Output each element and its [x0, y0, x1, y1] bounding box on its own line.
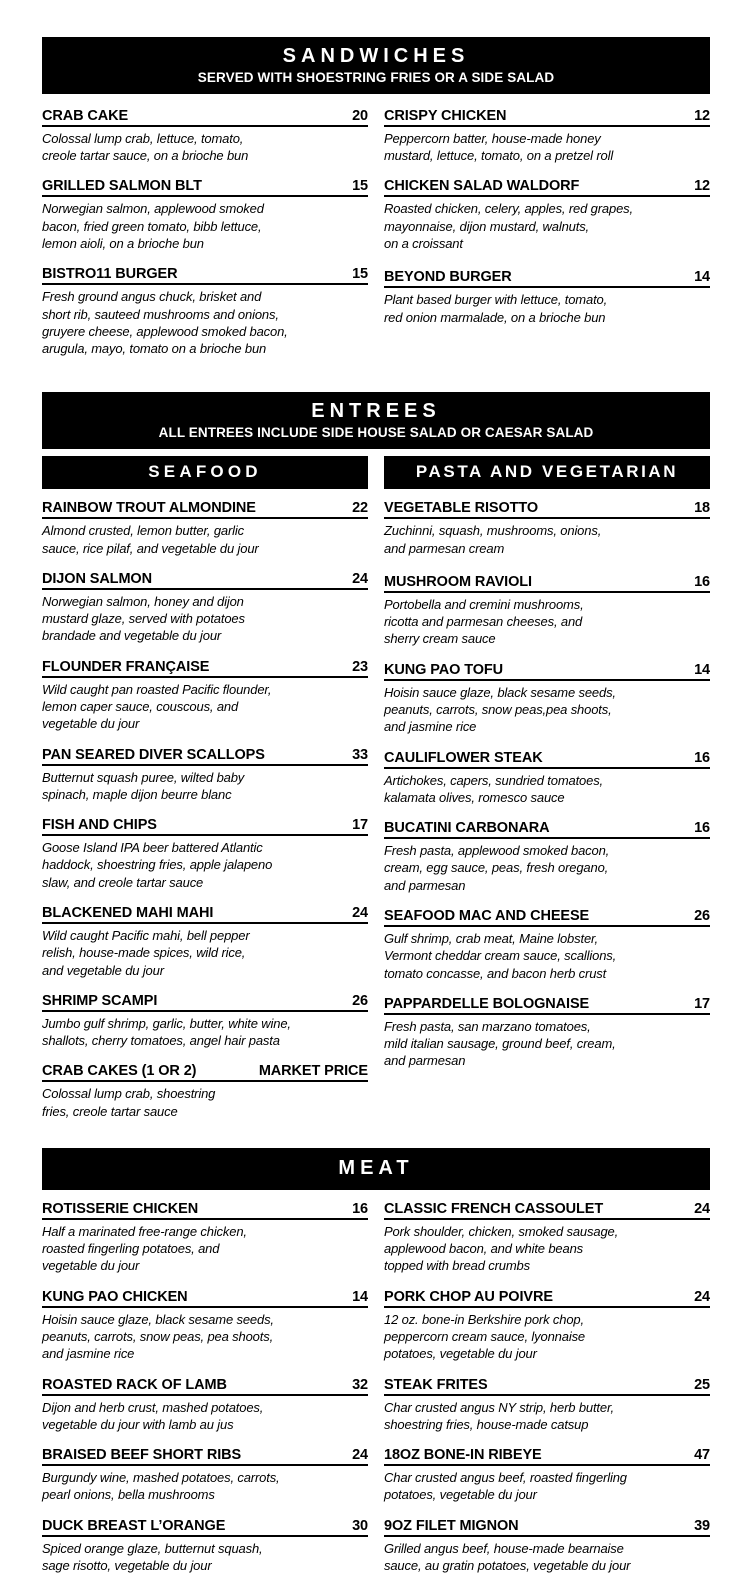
- section-banner-meat: [42, 1148, 710, 1190]
- menu-item-head: [384, 574, 710, 593]
- desc-line: Jumbo gulf shrimp, garlic, butter, white wine,: [42, 1015, 291, 1031]
- menu-item-description: [42, 1223, 368, 1275]
- menu-item-description: [42, 522, 368, 557]
- desc-line: Artichokes, capers, sundried tomatoes,: [384, 772, 604, 788]
- menu-item-head: [384, 1201, 710, 1220]
- desc-line: Norwegian salmon, honey and dijon: [42, 593, 244, 609]
- menu-item-price: 14: [352, 1288, 368, 1305]
- desc-line: Char crusted angus NY strip, herb butter,: [384, 1399, 614, 1415]
- menu-item-description: [384, 596, 710, 648]
- spacer: [42, 357, 710, 392]
- desc-line: and parmesan: [384, 877, 466, 893]
- menu-item[interactable]: [42, 1377, 368, 1434]
- section-title-meat: MEAT: [338, 1156, 414, 1179]
- meat-columns: [42, 1201, 710, 1574]
- entrees-columns: [42, 500, 710, 1120]
- desc-line: slaw, and creole tartar sauce: [42, 874, 204, 890]
- desc-line: Almond crusted, lemon butter, garlic: [42, 523, 244, 539]
- menu-item-name: CHICKEN SALAD WALDORF: [384, 178, 580, 195]
- menu-item-price: 15: [352, 178, 368, 195]
- desc-line: Hoisin sauce glaze, black sesame seeds,: [384, 684, 616, 700]
- desc-line: ricotta and parmesan cheeses, and: [384, 614, 583, 630]
- desc-line: Fresh ground angus chuck, brisket and: [42, 289, 262, 305]
- sandwiches-columns: [42, 108, 710, 358]
- desc-line: and vegetable du jour: [42, 962, 164, 978]
- menu-item-description: [42, 200, 368, 252]
- menu-item-name: PAPPARDELLE BOLOGNAISE: [384, 995, 590, 1012]
- desc-line: arugula, mayo, tomato on a brioche bun: [42, 341, 267, 357]
- menu-item-price: 16: [694, 749, 710, 766]
- subgroup-banner-seafood: SEAFOOD: [42, 456, 368, 489]
- desc-line: and parmesan: [384, 1053, 466, 1069]
- menu-item-price: 26: [694, 907, 710, 924]
- desc-line: Roasted chicken, celery, apples, red grapes,: [384, 201, 633, 217]
- menu-item-name: CAULIFLOWER STEAK: [384, 749, 543, 766]
- desc-line: relish, house-made spices, wild rice,: [42, 945, 246, 961]
- menu-item-head: [384, 108, 710, 127]
- menu-item-name: RAINBOW TROUT ALMONDINE: [42, 500, 256, 517]
- menu-item-price: 23: [352, 658, 368, 675]
- menu-item[interactable]: [384, 1289, 710, 1363]
- desc-line: on a croissant: [384, 236, 463, 251]
- menu-item-description: [42, 1469, 368, 1504]
- desc-line: Colossal lump crab, shoestring: [42, 1086, 216, 1102]
- desc-line: Zuchinni, squash, mushrooms, onions,: [384, 523, 602, 539]
- menu-item[interactable]: [42, 266, 368, 357]
- desc-line: Dijon and herb crust, mashed potatoes,: [42, 1399, 264, 1415]
- menu-item[interactable]: [384, 908, 710, 982]
- section-subtitle-sandwiches: SERVED WITH SHOESTRING FRIES OR A SIDE SALAD: [197, 70, 555, 85]
- menu-item-head: [42, 1377, 368, 1396]
- desc-line: creole tartar sauce, on a brioche bun: [42, 148, 249, 164]
- menu-item-price: 15: [352, 266, 368, 283]
- menu-item-name: ROASTED RACK OF LAMB: [42, 1376, 227, 1393]
- menu-item-name: DUCK BREAST L’ORANGE: [42, 1517, 226, 1534]
- seafood-column: [42, 500, 368, 1120]
- menu-item-description: [42, 681, 368, 733]
- desc-line: peppercorn cream sauce, lyonnaise: [384, 1329, 585, 1345]
- menu-item-head: [42, 1447, 368, 1466]
- menu-item[interactable]: [42, 993, 368, 1050]
- section-title-sandwiches: SANDWICHES: [282, 45, 470, 67]
- menu-item-name: BLACKENED MAHI MAHI: [42, 904, 214, 921]
- sandwiches-column-right: [384, 108, 710, 358]
- menu-item[interactable]: [384, 178, 710, 252]
- menu-item-head: [42, 1201, 368, 1220]
- menu-item-head: [384, 908, 710, 927]
- menu-item-price: 17: [694, 995, 710, 1012]
- menu-item-price: 24: [694, 1200, 710, 1217]
- menu-item-name: DIJON SALMON: [42, 570, 152, 587]
- desc-line: topped with bread crumbs: [384, 1258, 530, 1274]
- menu-item-price: 18: [694, 500, 710, 517]
- menu-item-name: SHRIMP SCAMPI: [42, 992, 158, 1009]
- menu-item-name: BRAISED BEEF SHORT RIBS: [42, 1447, 242, 1464]
- desc-line: Norwegian salmon, applewood smoked: [42, 201, 264, 217]
- menu-item-head: [384, 820, 710, 839]
- sandwiches-column-left: [42, 108, 368, 358]
- desc-line: sauce, rice pilaf, and vegetable du jour: [42, 540, 259, 556]
- menu-item-head: [42, 817, 368, 836]
- pasta-vegetarian-column: [384, 500, 710, 1120]
- menu-item-price: 32: [352, 1376, 368, 1393]
- desc-line: potatoes, vegetable du jour: [384, 1487, 537, 1503]
- menu-item-name: FLOUNDER FRANÇAISE: [42, 658, 210, 675]
- menu-item[interactable]: [384, 108, 710, 165]
- menu-item-price: 30: [352, 1517, 368, 1534]
- desc-line: shallots, cherry tomatoes, angel hair pasta: [42, 1033, 280, 1049]
- menu-item-name: CRAB CAKES (1 OR 2): [42, 1063, 197, 1080]
- menu-item-price: 22: [352, 500, 368, 517]
- menu-item-name: KUNG PAO TOFU: [384, 661, 503, 678]
- menu-item-name: PORK CHOP AU POIVRE: [384, 1288, 553, 1305]
- menu-item[interactable]: [42, 571, 368, 645]
- menu-item-head: [384, 1377, 710, 1396]
- menu-item-price: 20: [352, 107, 368, 124]
- desc-line: mayonnaise, dijon mustard, walnuts,: [384, 218, 590, 234]
- menu-item-price: 39: [694, 1517, 710, 1534]
- menu-item-price: 25: [694, 1376, 710, 1393]
- menu-item-price: 24: [352, 1447, 368, 1464]
- menu-item[interactable]: [384, 1447, 710, 1504]
- desc-line: Colossal lump crab, lettuce, tomato,: [42, 130, 244, 146]
- menu-item-head: [384, 178, 710, 197]
- menu-item-head: [42, 500, 368, 519]
- desc-line: vegetable du jour: [42, 1258, 140, 1274]
- menu-item-name: STEAK FRITES: [384, 1376, 488, 1393]
- menu-item-name: PAN SEARED DIVER SCALLOPS: [42, 746, 265, 763]
- menu-content: [42, 0, 710, 1574]
- menu-item-name: ROTISSERIE CHICKEN: [42, 1200, 199, 1217]
- menu-item-name: BUCATINI CARBONARA: [384, 820, 550, 837]
- menu-item[interactable]: [384, 500, 710, 557]
- menu-item-name: VEGETABLE RISOTTO: [384, 500, 539, 517]
- spacer: [42, 489, 710, 500]
- desc-line: lemon aioli, on a brioche bun: [42, 236, 204, 251]
- menu-item-description: [384, 1540, 710, 1574]
- desc-line: haddock, shoestring fries, apple jalapeno: [42, 857, 273, 873]
- menu-item-description: [384, 291, 710, 326]
- menu-item[interactable]: [42, 817, 368, 891]
- menu-item-name: 18OZ BONE-IN RIBEYE: [384, 1447, 542, 1464]
- desc-line: bacon, fried green tomato, bibb lettuce,: [42, 218, 262, 234]
- desc-line: Fresh pasta, applewood smoked bacon,: [384, 843, 610, 859]
- menu-item-price: 24: [694, 1288, 710, 1305]
- menu-item-description: [42, 130, 368, 165]
- spacer: [42, 94, 710, 108]
- desc-line: Spiced orange glaze, butternut squash,: [42, 1540, 263, 1556]
- menu-item-price: 16: [352, 1200, 368, 1217]
- menu-item-head: [384, 500, 710, 519]
- menu-item-name: FISH AND CHIPS: [42, 817, 157, 834]
- desc-line: sherry cream sauce: [384, 631, 496, 647]
- menu-item-name: CRISPY CHICKEN: [384, 107, 507, 124]
- desc-line: and parmesan cream: [384, 540, 505, 556]
- entrees-subgroup-banners: [42, 456, 710, 489]
- menu-item-price: 26: [352, 992, 368, 1009]
- menu-item[interactable]: [384, 1518, 710, 1574]
- desc-line: peanuts, carrots, snow peas, pea shoots,: [42, 1329, 274, 1345]
- desc-line: Wild caught Pacific mahi, bell pepper: [42, 927, 250, 943]
- menu-item-head: [42, 266, 368, 285]
- menu-item-description: [384, 1399, 710, 1434]
- menu-item[interactable]: [42, 1063, 368, 1120]
- menu-item-description: [384, 1311, 710, 1363]
- desc-line: Pork shoulder, chicken, smoked sausage,: [384, 1223, 619, 1239]
- desc-line: mild italian sausage, ground beef, cream,: [384, 1036, 616, 1052]
- subgroup-banner-pasta-vegetarian: PASTA AND VEGETARIAN: [384, 456, 710, 489]
- desc-line: mustard, lettuce, tomato, on a pretzel roll: [384, 148, 614, 164]
- menu-item-name: GRILLED SALMON BLT: [42, 178, 202, 195]
- menu-item-description: [42, 839, 368, 891]
- top-spacer: [42, 0, 710, 37]
- menu-item-description: [42, 1540, 368, 1574]
- menu-item-name: 9OZ FILET MIGNON: [384, 1517, 519, 1534]
- meat-column-left: [42, 1201, 368, 1574]
- desc-line: kalamata olives, romesco sauce: [384, 789, 565, 805]
- desc-line: vegetable du jour: [42, 716, 140, 732]
- menu-item-head: [42, 571, 368, 590]
- menu-item-name: SEAFOOD MAC AND CHEESE: [384, 907, 590, 924]
- desc-line: and jasmine rice: [42, 1346, 135, 1362]
- menu-item-description: [42, 1015, 368, 1050]
- desc-line: short rib, sauteed mushrooms and onions,: [42, 306, 279, 322]
- menu-item-head: [384, 996, 710, 1015]
- desc-line: Wild caught pan roasted Pacific flounder,: [42, 681, 272, 697]
- desc-line: mustard glaze, served with potatoes: [42, 611, 245, 627]
- menu-item-description: [42, 593, 368, 645]
- menu-item[interactable]: [384, 750, 710, 807]
- meat-column-right: [384, 1201, 710, 1574]
- menu-item-price: MARKET PRICE: [258, 1063, 368, 1080]
- menu-item[interactable]: [384, 1377, 710, 1434]
- desc-line: Peppercorn batter, house-made honey: [384, 130, 601, 146]
- desc-line: brandade and vegetable du jour: [42, 628, 222, 644]
- desc-line: Goose Island IPA beer battered Atlantic: [42, 840, 263, 856]
- menu-item-price: 12: [694, 107, 710, 124]
- section-banner-entrees: [42, 392, 710, 449]
- menu-item-head: [384, 1447, 710, 1466]
- desc-line: peanuts, carrots, snow peas,pea shoots,: [384, 701, 612, 717]
- menu-item-price: 16: [694, 820, 710, 837]
- desc-line: Plant based burger with lettuce, tomato,: [384, 292, 608, 308]
- menu-item[interactable]: [42, 747, 368, 804]
- menu-item[interactable]: [42, 1289, 368, 1363]
- menu-item-description: [42, 1085, 368, 1120]
- menu-item-head: [42, 993, 368, 1012]
- section-subtitle-entrees: ALL ENTREES INCLUDE SIDE HOUSE SALAD OR CAESAR SALAD: [158, 425, 594, 441]
- menu-item-price: 17: [352, 817, 368, 834]
- menu-item-name: BEYOND BURGER: [384, 269, 512, 286]
- desc-line: shoestring fries, house-made catsup: [384, 1416, 589, 1432]
- menu-item[interactable]: [42, 108, 368, 165]
- desc-line: and jasmine rice: [384, 719, 477, 735]
- desc-line: fries, creole tartar sauce: [42, 1103, 178, 1119]
- desc-line: Burgundy wine, mashed potatoes, carrots,: [42, 1470, 280, 1486]
- desc-line: cream, egg sauce, peas, fresh oregano,: [384, 860, 609, 876]
- desc-line: Vermont cheddar cream sauce, scallions,: [384, 948, 617, 964]
- menu-item[interactable]: [384, 996, 710, 1070]
- menu-item-head: [384, 1518, 710, 1537]
- desc-line: potatoes, vegetable du jour: [384, 1346, 537, 1362]
- menu-item[interactable]: [384, 662, 710, 736]
- menu-item-description: [384, 522, 710, 557]
- desc-line: Butternut squash puree, wilted baby: [42, 769, 245, 785]
- menu-item-head: [42, 1518, 368, 1537]
- menu-item-description: [42, 769, 368, 804]
- menu-item[interactable]: [42, 500, 368, 557]
- menu-item-price: 47: [694, 1447, 710, 1464]
- desc-line: gruyere cheese, applewood smoked bacon,: [42, 323, 288, 339]
- menu-item[interactable]: [384, 820, 710, 894]
- menu-item-description: [384, 772, 710, 807]
- desc-line: Fresh pasta, san marzano tomatoes,: [384, 1018, 591, 1034]
- menu-item-description: [384, 1018, 710, 1070]
- desc-line: red onion marmalade, on a brioche bun: [384, 309, 606, 325]
- menu-item[interactable]: [42, 1447, 368, 1504]
- menu-item-description: [384, 684, 710, 736]
- desc-line: sauce, au gratin potatoes, vegetable du jour: [384, 1558, 631, 1573]
- menu-item-head: [42, 659, 368, 678]
- menu-item-name: BISTRO11 BURGER: [42, 266, 178, 283]
- spacer: [42, 1190, 710, 1201]
- menu-item-description: [384, 842, 710, 894]
- menu-item-price: 14: [694, 661, 710, 678]
- desc-line: lemon caper sauce, couscous, and: [42, 698, 239, 714]
- menu-item[interactable]: [42, 659, 368, 733]
- menu-item-head: [42, 905, 368, 924]
- desc-line: 12 oz. bone-in Berkshire pork chop,: [384, 1311, 584, 1327]
- menu-item-price: 14: [694, 269, 710, 286]
- menu-item-description: [384, 1469, 710, 1504]
- menu-item-name: CLASSIC FRENCH CASSOULET: [384, 1200, 604, 1217]
- menu-item-head: [42, 1289, 368, 1308]
- desc-line: Gulf shrimp, crab meat, Maine lobster,: [384, 930, 598, 946]
- section-title-entrees: ENTREES: [311, 400, 441, 423]
- desc-line: sage risotto, vegetable du jour: [42, 1558, 212, 1573]
- menu-item[interactable]: [42, 1201, 368, 1275]
- menu-item[interactable]: [42, 178, 368, 252]
- menu-item-price: 24: [352, 904, 368, 921]
- menu-item[interactable]: [42, 905, 368, 979]
- section-banner-sandwiches: [42, 37, 710, 94]
- menu-item-price: 24: [352, 570, 368, 587]
- menu-item-head: [42, 178, 368, 197]
- menu-item-description: [42, 927, 368, 979]
- menu-item-price: 12: [694, 178, 710, 195]
- menu-item-description: [384, 200, 710, 252]
- menu-item-description: [42, 1311, 368, 1363]
- menu-item-head: [42, 747, 368, 766]
- desc-line: vegetable du jour with lamb au jus: [42, 1416, 234, 1432]
- desc-line: pearl onions, bella mushrooms: [42, 1487, 215, 1503]
- menu-item[interactable]: [42, 1518, 368, 1574]
- desc-line: roasted fingerling potatoes, and: [42, 1241, 220, 1257]
- menu-item-name: CRAB CAKE: [42, 107, 129, 124]
- menu-item-description: [42, 288, 368, 357]
- menu-item-head: [42, 1063, 368, 1082]
- menu-item-price: 33: [352, 746, 368, 763]
- menu-item-price: 16: [694, 573, 710, 590]
- menu-item-description: [384, 130, 710, 165]
- menu-item-description: [42, 1399, 368, 1434]
- menu-item[interactable]: [384, 1201, 710, 1275]
- menu-item-head: [384, 750, 710, 769]
- menu-item-description: [384, 930, 710, 982]
- desc-line: tomato concasse, and bacon herb crust: [384, 965, 607, 981]
- menu-item-name: MUSHROOM RAVIOLI: [384, 573, 532, 590]
- menu-item-head: [384, 269, 710, 288]
- desc-line: Half a marinated free-range chicken,: [42, 1223, 247, 1239]
- desc-line: Portobella and cremini mushrooms,: [384, 596, 584, 612]
- desc-line: spinach, maple dijon beurre blanc: [42, 786, 232, 802]
- desc-line: applewood bacon, and white beans: [384, 1241, 584, 1257]
- menu-item[interactable]: [384, 269, 710, 326]
- menu-item-head: [42, 108, 368, 127]
- menu-item[interactable]: [384, 574, 710, 648]
- menu-item-name: KUNG PAO CHICKEN: [42, 1288, 188, 1305]
- desc-line: Hoisin sauce glaze, black sesame seeds,: [42, 1311, 274, 1327]
- desc-line: Grilled angus beef, house-made bearnaise: [384, 1540, 624, 1556]
- desc-line: Char crusted angus beef, roasted fingerling: [384, 1470, 627, 1486]
- menu-item-description: [384, 1223, 710, 1275]
- menu-item-head: [384, 1289, 710, 1308]
- menu-item-head: [384, 662, 710, 681]
- spacer: [42, 1120, 710, 1148]
